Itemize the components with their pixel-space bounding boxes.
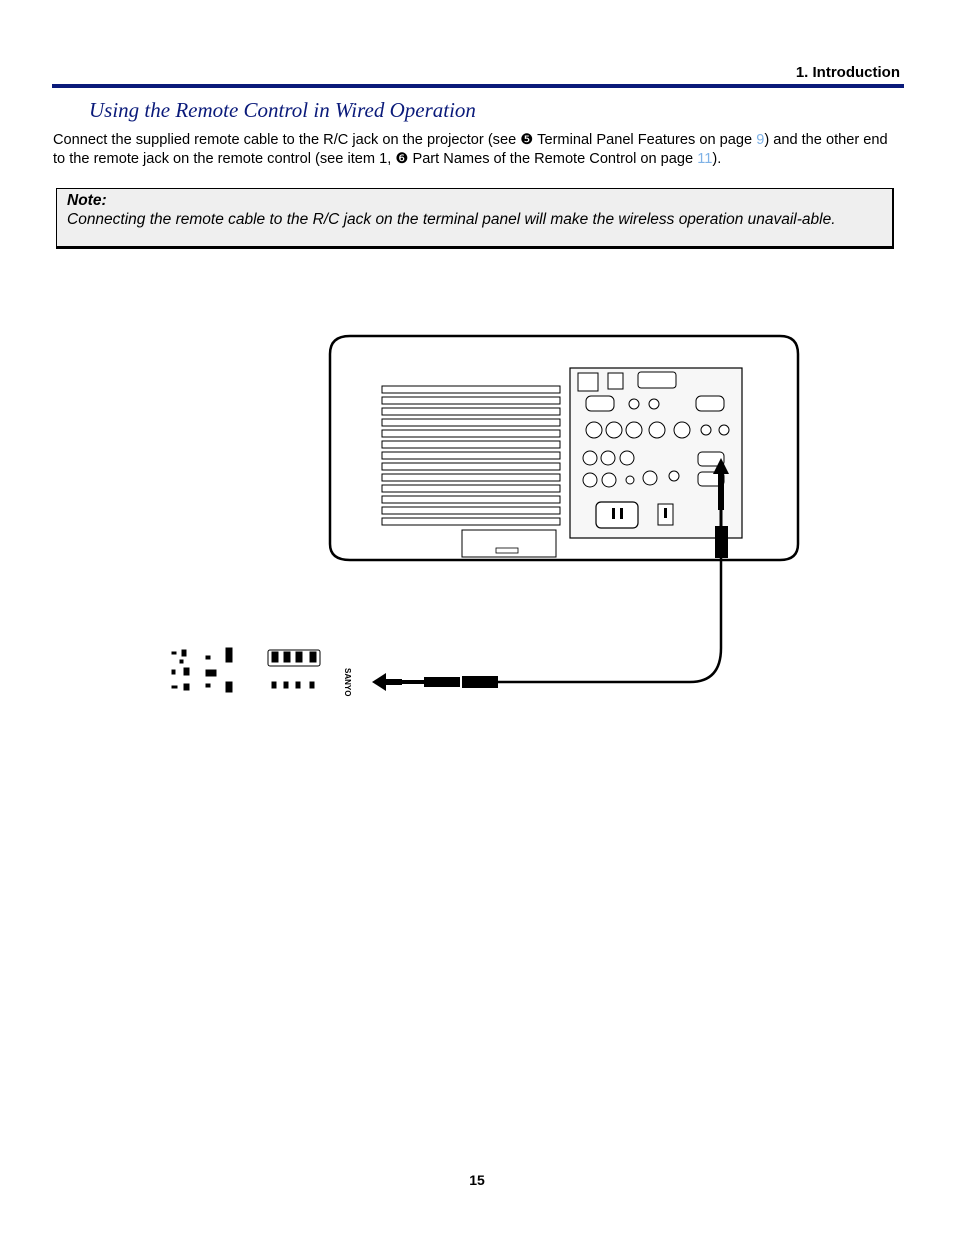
header-rule xyxy=(52,84,904,88)
bullet-6: ❻ xyxy=(395,151,409,167)
remote-control-illustration xyxy=(172,648,320,692)
intro-text-2: Terminal Panel Features on page xyxy=(533,132,757,148)
terminal-panel xyxy=(570,368,742,538)
note-text: Connecting the remote cable to the R/C jack on the terminal panel will make the wireless operation unavail-able. xyxy=(67,211,836,228)
intro-text-1: Connect the supplied remote cable to the R/C jack on the projector (see xyxy=(53,132,521,148)
intro-paragraph xyxy=(53,131,903,169)
page-link-11[interactable]: 11 xyxy=(697,151,713,167)
bullet-5: ❺ xyxy=(520,132,534,148)
intro-text-4: Part Names of the Remote Control on page xyxy=(408,151,698,167)
page-link-9[interactable]: 9 xyxy=(756,132,765,148)
wired-remote-diagram xyxy=(160,330,810,710)
intro-text-5: ). xyxy=(712,151,722,167)
note-box xyxy=(56,188,894,249)
page-number: 15 xyxy=(469,1172,485,1188)
note-title: Note: xyxy=(67,192,107,209)
page-title: Using the Remote Control in Wired Operation xyxy=(89,98,476,122)
section-header: 1. Introduction xyxy=(795,64,900,81)
intro-text-3: ) and the other end to the remote jack on the remote control (see item 1, xyxy=(53,132,888,167)
sanyo-logo: SANYO xyxy=(343,668,352,697)
